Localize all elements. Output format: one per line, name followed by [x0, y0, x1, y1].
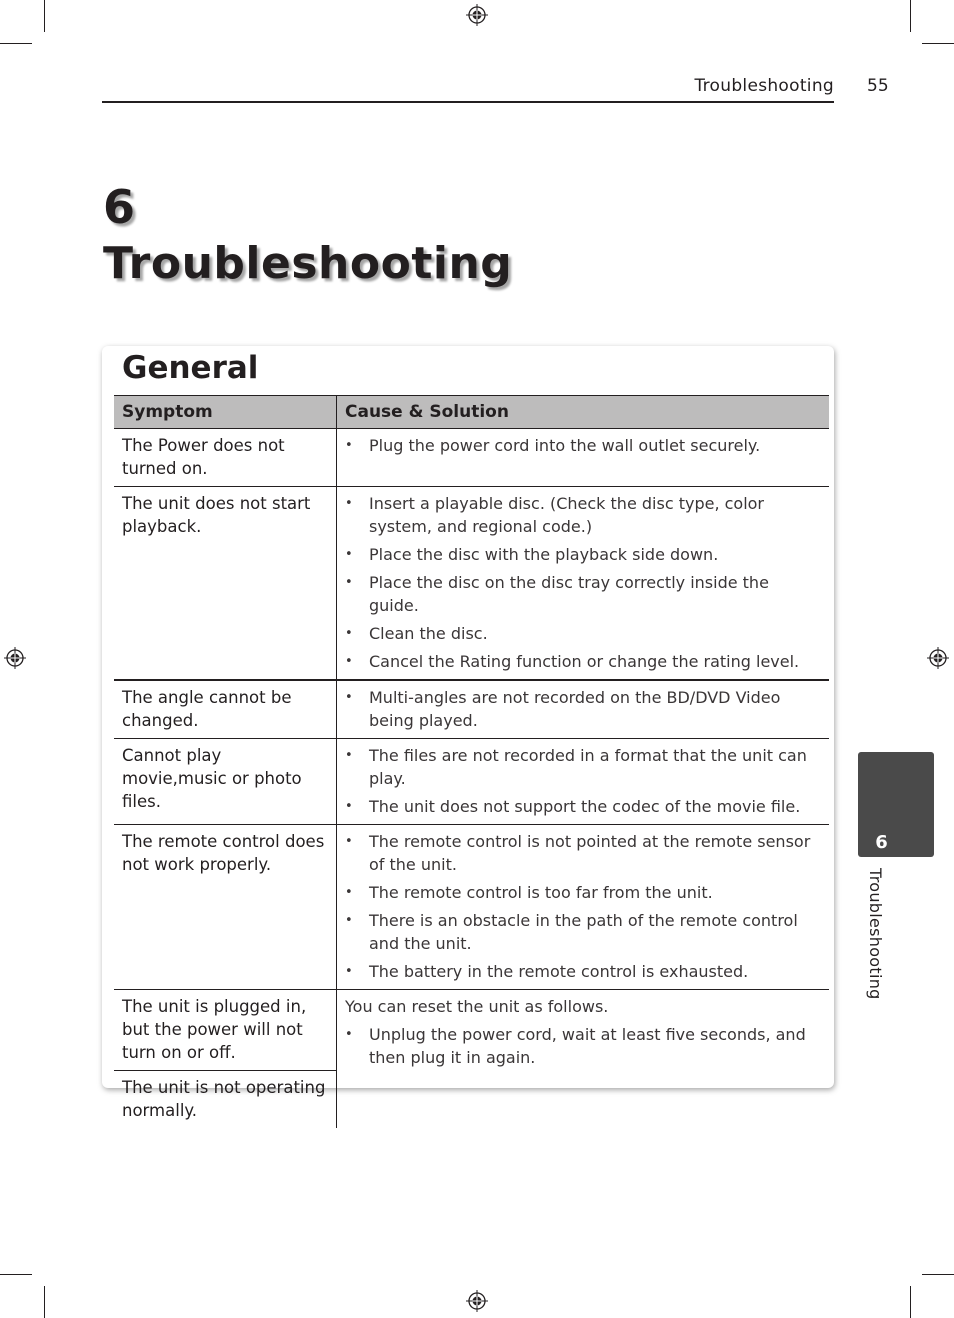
crop-mark [910, 1286, 911, 1318]
solution-item: • Cancel the Rating function or change the rating level. [345, 650, 821, 673]
solution-list [345, 1023, 821, 1069]
solution-cell [337, 429, 830, 487]
crop-mark [44, 0, 45, 32]
section-title: General [122, 350, 259, 386]
symptom-cell: Cannot play movie,music or photo files. [114, 739, 337, 825]
solution-item: • Place the disc with the playback side down. [345, 543, 821, 566]
registration-mark-icon [466, 1290, 488, 1312]
chapter-side-tab [858, 752, 934, 857]
solution-item: • Multi-angles are not recorded on the BD/DVD Video being played. [345, 686, 821, 732]
table-header-row [114, 396, 829, 429]
crop-mark [0, 1274, 32, 1275]
troubleshooting-table [114, 395, 829, 1128]
solution-item: • There is an obstacle in the path of the remote control and the unit. [345, 909, 821, 955]
solution-item: • Plug the power cord into the wall outlet securely. [345, 434, 821, 457]
symptom-cell: The Power does not turned on. [114, 429, 337, 487]
registration-mark-icon [466, 4, 488, 26]
solution-cell [337, 825, 830, 990]
solution-cell [337, 487, 830, 681]
page-number: 55 [867, 76, 889, 96]
table-row [114, 680, 829, 739]
registration-mark-icon [927, 647, 949, 669]
solution-item: • The remote control is too far from the unit. [345, 881, 821, 904]
solution-list [345, 686, 821, 732]
table-row [114, 739, 829, 825]
solution-item: • The remote control is not pointed at the remote sensor of the unit. [345, 830, 821, 876]
solution-item: • Clean the disc. [345, 622, 821, 645]
crop-mark [922, 43, 954, 44]
solution-item: • The files are not recorded in a format that the unit can play. [345, 744, 821, 790]
solution-cell [337, 990, 830, 1129]
column-header-cause-solution: Cause & Solution [337, 396, 830, 429]
solution-list [345, 744, 821, 818]
solution-cell [337, 680, 830, 739]
crop-mark [910, 0, 911, 32]
running-header-title: Troubleshooting [694, 76, 834, 96]
solution-list [345, 830, 821, 983]
table-row [114, 990, 829, 1071]
solution-item: • Place the disc on the disc tray correctly inside the guide. [345, 571, 821, 617]
symptom-cell: The unit is plugged in, but the power will not turn on or off. [114, 990, 337, 1071]
solution-intro: You can reset the unit as follows. [345, 997, 609, 1016]
solution-item: • Unplug the power cord, wait at least five seconds, and then plug it in again. [345, 1023, 821, 1069]
symptom-cell: The remote control does not work properly. [114, 825, 337, 990]
crop-mark [44, 1286, 45, 1318]
crop-mark [0, 43, 32, 44]
table-row [114, 429, 829, 487]
symptom-cell: The angle cannot be changed. [114, 680, 337, 739]
symptom-cell: The unit is not operating normally. [114, 1071, 337, 1129]
solution-item: • Insert a playable disc. (Check the disc type, color system, and regional code.) [345, 492, 821, 538]
registration-mark-icon [4, 647, 26, 669]
chapter-number: 6 [103, 180, 136, 234]
table-row [114, 487, 829, 681]
general-section-panel [102, 346, 834, 1120]
running-header [102, 74, 834, 103]
chapter-title: Troubleshooting [103, 238, 513, 289]
side-tab-label: Troubleshooting [866, 868, 885, 1000]
symptom-cell: The unit does not start playback. [114, 487, 337, 681]
crop-mark [922, 1274, 954, 1275]
solution-list [345, 492, 821, 673]
side-tab-number: 6 [875, 832, 888, 853]
solution-list [345, 434, 821, 457]
solution-item: • The unit does not support the codec of the movie file. [345, 795, 821, 818]
column-header-symptom: Symptom [114, 396, 337, 429]
chapter-heading [103, 180, 512, 294]
solution-cell [337, 739, 830, 825]
table-row [114, 825, 829, 990]
solution-item: • The battery in the remote control is exhausted. [345, 960, 821, 983]
